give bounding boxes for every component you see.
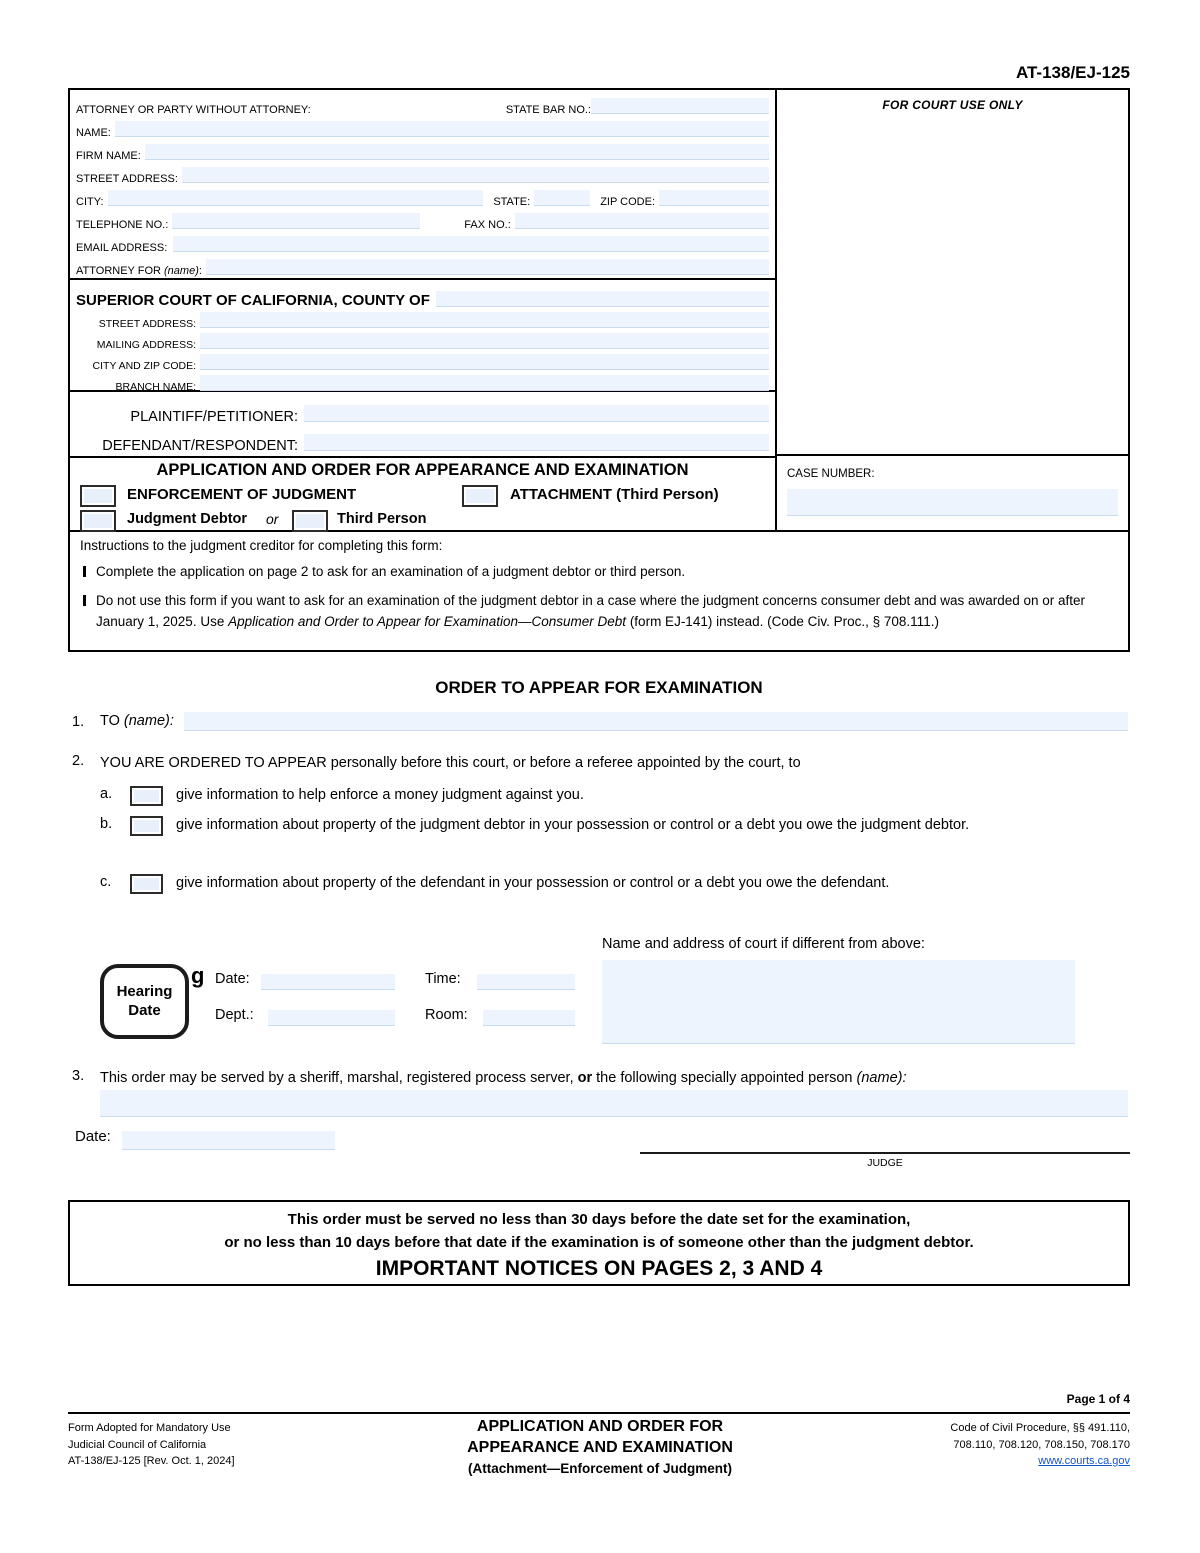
item2b-checkbox[interactable] xyxy=(130,816,163,836)
form-code: AT-138/EJ-125 xyxy=(1015,63,1130,82)
city-input[interactable] xyxy=(108,190,484,206)
fax-input[interactable] xyxy=(515,213,769,229)
or-label: or xyxy=(266,511,279,527)
item2b-text: give information about property of the judgment debtor in your possession or control or a debt you owe the judgment debtor. xyxy=(176,817,970,833)
third-person-checkbox[interactable] xyxy=(292,510,328,532)
court-city-zip-input[interactable] xyxy=(200,354,769,370)
bullet-icon xyxy=(83,595,86,606)
form-title: APPLICATION AND ORDER FOR APPEARANCE AND EXAMINATION xyxy=(156,461,689,479)
judgment-debtor-checkbox[interactable] xyxy=(80,510,116,532)
footer-right: Code of Civil Procedure, §§ 491.110, 708.110, 708.120, 708.150, 708.170 www.courts.ca.gov xyxy=(950,1420,1130,1470)
superior-court-title: SUPERIOR COURT OF CALIFORNIA, COUNTY OF xyxy=(76,292,430,309)
appointed-person-input[interactable] xyxy=(100,1090,1128,1117)
court-branch-label: BRANCH NAME: xyxy=(115,381,196,393)
order-item-2b xyxy=(100,815,1110,837)
form-title-section xyxy=(70,458,775,530)
order-heading: ORDER TO APPEAR FOR EXAMINATION xyxy=(435,678,763,697)
judge-signature-line xyxy=(640,1152,1130,1154)
city-label: CITY: xyxy=(76,196,104,208)
hearing-room-label: Room: xyxy=(425,1007,468,1023)
item2a-checkbox[interactable] xyxy=(130,786,163,806)
party-section xyxy=(70,392,775,458)
attachment-label: ATTACHMENT (Third Person) xyxy=(510,486,719,503)
defendant-input[interactable] xyxy=(304,434,769,451)
court-city-zip-label: CITY AND ZIP CODE: xyxy=(92,360,196,372)
judgment-debtor-label: Judgment Debtor xyxy=(127,511,248,527)
hearing-room-input[interactable] xyxy=(483,1010,575,1026)
item1-number: 1. xyxy=(72,713,85,730)
item1-to-label: TO (name): xyxy=(100,713,174,729)
hearing-dept-label: Dept.: xyxy=(215,1007,254,1023)
item2c-letter: c. xyxy=(100,874,112,890)
footer-left: Form Adopted for Mandatory Use Judicial Council of California AT-138/EJ-125 [Rev. Oct. 1, 2024] xyxy=(68,1422,235,1467)
enforcement-label: ENFORCEMENT OF JUDGMENT xyxy=(127,486,357,503)
hearing-date-input[interactable] xyxy=(261,974,395,990)
fax-label: FAX NO.: xyxy=(464,219,511,231)
notice-line-1: This order must be served no less than 30 days before the date set for the examination, xyxy=(287,1211,911,1228)
state-label: STATE: xyxy=(493,196,531,208)
enforcement-checkbox[interactable] xyxy=(80,485,116,507)
item3-text: This order may be served by a sheriff, marshal, registered process server, or the following specially appointed person (name): xyxy=(100,1070,907,1086)
attorney-section-label: ATTORNEY OR PARTY WITHOUT ATTORNEY: xyxy=(76,104,311,116)
hearing-dept-input[interactable] xyxy=(268,1010,395,1026)
attorney-for-input[interactable] xyxy=(206,259,769,275)
firm-name-input[interactable] xyxy=(145,144,769,160)
page-number: Page 1 of 4 xyxy=(1066,1392,1130,1406)
telephone-label: TELEPHONE NO.: xyxy=(76,219,169,231)
hearing-date-label: Date: xyxy=(215,971,250,987)
third-person-label: Third Person xyxy=(337,511,427,527)
order-item-3 xyxy=(72,1068,1128,1089)
item2-number: 2. xyxy=(72,753,85,769)
order-date-label: Date: xyxy=(75,1128,111,1145)
telephone-input[interactable] xyxy=(172,213,420,229)
street-address-input[interactable] xyxy=(182,167,769,183)
order-item-2c xyxy=(100,873,1110,895)
zip-code-input[interactable] xyxy=(659,190,769,206)
state-bar-label: STATE BAR NO.: xyxy=(505,104,591,116)
to-name-input[interactable] xyxy=(184,712,1128,731)
hearing-stray-letter: g xyxy=(191,963,205,988)
county-input[interactable] xyxy=(436,291,769,307)
caption-box xyxy=(68,88,1130,532)
order-date-input[interactable] xyxy=(122,1131,335,1150)
street-address-label: STREET ADDRESS: xyxy=(76,173,178,185)
courts-website-link[interactable]: www.courts.ca.gov xyxy=(1038,1455,1130,1467)
order-item-1 xyxy=(72,711,1128,732)
order-item-2a xyxy=(100,785,584,807)
hearing-date-badge: Hearing Date xyxy=(100,964,189,1039)
name-input[interactable] xyxy=(115,121,769,137)
item2c-checkbox[interactable] xyxy=(130,874,163,894)
item3-number: 3. xyxy=(72,1068,85,1084)
zip-code-label: ZIP CODE: xyxy=(600,196,655,208)
judge-label: JUDGE xyxy=(867,1157,903,1169)
instructions-intro: Instructions to the judgment creditor for completing this form: xyxy=(80,538,443,553)
court-mailing-input[interactable] xyxy=(200,333,769,349)
defendant-label: DEFENDANT/RESPONDENT: xyxy=(102,438,298,454)
attorney-for-label: ATTORNEY FOR (name): xyxy=(76,265,202,277)
court-mailing-label: MAILING ADDRESS: xyxy=(96,339,196,351)
item2b-letter: b. xyxy=(100,816,113,832)
name-label: NAME: xyxy=(76,127,111,139)
order-item-2 xyxy=(72,753,1128,774)
footer-rule xyxy=(68,1412,1130,1414)
caption-left-column xyxy=(70,90,777,530)
court-address-input[interactable] xyxy=(602,960,1075,1044)
court-address-label: Name and address of court if different from above: xyxy=(602,936,925,952)
item2c-text: give information about property of the defendant in your possession or control or a debt you owe the defendant. xyxy=(176,875,890,891)
case-number-input[interactable] xyxy=(787,489,1118,516)
court-street-label: STREET ADDRESS: xyxy=(98,318,196,330)
hearing-time-label: Time: xyxy=(425,971,461,987)
attorney-section xyxy=(70,90,775,280)
instruction-bullet-1: Complete the application on page 2 to ask for an examination of a judgment debtor or third person. xyxy=(80,562,1118,582)
plaintiff-label: PLAINTIFF/PETITIONER: xyxy=(130,409,298,425)
email-input[interactable] xyxy=(173,236,769,252)
court-section xyxy=(70,280,775,392)
instructions-box xyxy=(68,532,1130,652)
notice-important: IMPORTANT NOTICES ON PAGES 2, 3 AND 4 xyxy=(375,1257,823,1280)
bullet-icon xyxy=(83,566,86,577)
state-bar-input[interactable] xyxy=(591,98,769,114)
footer-title: APPLICATION AND ORDER FOR APPEARANCE AND EXAMINATION (Attachment—Enforcement of Judgment) xyxy=(467,1418,733,1476)
notice-box xyxy=(68,1200,1130,1286)
case-number-label: CASE NUMBER: xyxy=(787,468,875,480)
item2a-letter: a. xyxy=(100,786,113,802)
item2a-text: give information to help enforce a money judgment against you. xyxy=(176,787,584,803)
plaintiff-input[interactable] xyxy=(304,405,769,422)
state-input[interactable] xyxy=(534,190,590,206)
court-branch-input[interactable] xyxy=(200,375,769,391)
case-number-section xyxy=(777,454,1128,530)
hearing-time-input[interactable] xyxy=(477,974,575,990)
firm-name-label: FIRM NAME: xyxy=(76,150,141,162)
notice-line-2: or no less than 10 days before that date if the examination is of someone other than the judgment debtor. xyxy=(224,1233,974,1251)
instruction-bullet-2: Do not use this form if you want to ask for an examination of the judgment debtor in a case where the judgment concerns consumer debt and was awarded on or after January 1, 2025. Use Application and Order to Appear for Examination—Consumer Debt (form EJ-141) instead. (Code Civ. Proc., § 708.111.) xyxy=(80,591,1118,632)
caption-right-column xyxy=(777,90,1128,530)
for-court-use-only-label: FOR COURT USE ONLY xyxy=(882,98,1023,112)
item2-text: YOU ARE ORDERED TO APPEAR personally before this court, or before a referee appointed by the court, to xyxy=(100,755,801,771)
email-label: EMAIL ADDRESS: xyxy=(76,242,168,254)
court-street-input[interactable] xyxy=(200,312,769,328)
attachment-checkbox[interactable] xyxy=(462,485,498,507)
